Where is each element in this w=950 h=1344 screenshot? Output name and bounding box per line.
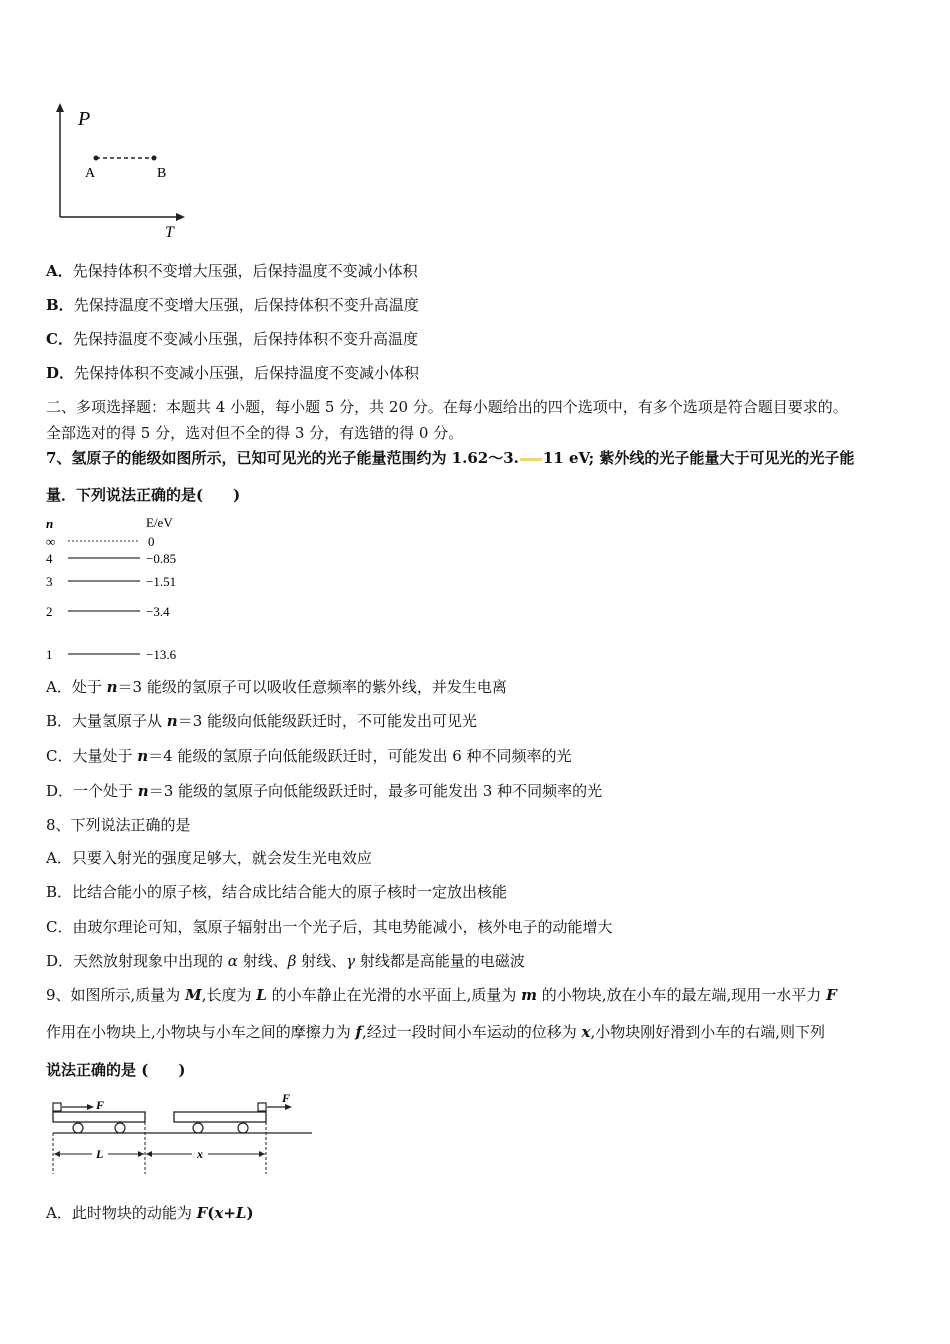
q8-option-a: A．只要入射光的强度足够大，就会发生光电效应 — [46, 849, 372, 867]
q8-stem: 8、下列说法正确的是 — [46, 816, 191, 834]
q7-option-c: C．大量处于 n＝4 能级的氢原子向低能级跃迁时，可能发出 6 种不同频率的光 — [46, 747, 572, 765]
level-e-inf: 0 — [148, 534, 155, 549]
section2-line1: 二、多项选择题：本题共 4 小题，每小题 5 分，共 20 分。在每小题给出的四个选项中，有多个选项是符合题目要求的。 — [46, 398, 848, 416]
cart-diagram — [40, 1090, 320, 1178]
level-n-4: 4 — [46, 551, 53, 566]
force-label-left: F — [96, 1098, 105, 1112]
q6-option-a: A．先保持体积不变增大压强，后保持温度不变减小体积 — [46, 262, 418, 280]
q6-option-d: D．先保持体积不变减小压强，后保持温度不变减小体积 — [46, 364, 420, 382]
axis-t-label: T — [165, 224, 174, 241]
level-e-3: −1.51 — [146, 574, 177, 589]
q9-stem-1: 9、如图所示,质量为 M,长度为 L 的小车静止在光滑的水平面上,质量为 m 的小物块,放在小车的最左端,现用一水平力 F — [46, 986, 837, 1004]
q7-option-d: D．一个处于 n＝3 能级的氢原子向低能级跃迁时，最多可能发出 3 种不同频率的光 — [46, 782, 603, 800]
n-header: n — [46, 516, 54, 531]
point-b-label: B — [157, 166, 167, 181]
level-n-3: 3 — [46, 574, 53, 589]
pt-diagram — [40, 100, 200, 245]
q8-option-c: C．由玻尔理论可知，氢原子辐射出一个光子后，其电势能减小，核外电子的动能增大 — [46, 918, 613, 936]
point-a-label: A — [85, 166, 96, 181]
q6-option-b: B．先保持温度不变增大压强，后保持体积不变升高温度 — [46, 296, 419, 314]
level-e-1: −13.6 — [146, 647, 177, 662]
level-n-inf: ∞ — [46, 534, 56, 549]
highlight-mark — [520, 458, 542, 461]
section2-line2: 全部选对的得 5 分，选对但不全的得 3 分，有选错的得 0 分。 — [46, 424, 464, 442]
level-n-2: 2 — [46, 604, 53, 619]
level-n-1: 1 — [46, 647, 53, 662]
q7-option-b: B．大量氢原子从 n＝3 能级向低能级跃迁时，不可能发出可见光 — [46, 712, 478, 730]
level-e-4: −0.85 — [146, 551, 177, 566]
level-e-2: −3.4 — [146, 604, 170, 619]
displacement-label: x — [197, 1147, 203, 1161]
length-label: L — [96, 1147, 104, 1161]
q8-option-d: D．天然放射现象中出现的 α 射线、β 射线、γ 射线都是高能量的电磁波 — [46, 952, 525, 970]
q9-stem-3: 说法正确的是 ( ) — [46, 1061, 186, 1079]
e-header: E/eV — [146, 515, 173, 530]
q7-option-a: A．处于 n＝3 能级的氢原子可以吸收任意频率的紫外线，并发生电离 — [46, 678, 507, 696]
energy-level-diagram — [40, 512, 210, 670]
q6-option-c: C．先保持温度不变减小压强，后保持体积不变升高温度 — [46, 330, 418, 348]
q9-option-a: A．此时物块的动能为 F(x+L) — [46, 1204, 254, 1222]
q9-stem-2: 作用在小物块上,小物块与小车之间的摩擦力为 f,经过一段时间小车运动的位移为 x,小物块刚好滑到小车的右端,则下列 — [46, 1023, 826, 1041]
q7-stem-2: 量．下列说法正确的是( ) — [46, 486, 241, 504]
q7-stem-1: 7、氢原子的能级如图所示，已知可见光的光子能量范围约为 1.62～3. 11 eV; 紫外线的光子能量大于可见光的光子能 — [46, 449, 855, 467]
axis-p-label: P — [78, 108, 91, 130]
q8-option-b: B．比结合能小的原子核，结合成比结合能大的原子核时一定放出核能 — [46, 883, 508, 901]
force-label-right: F — [282, 1091, 291, 1105]
